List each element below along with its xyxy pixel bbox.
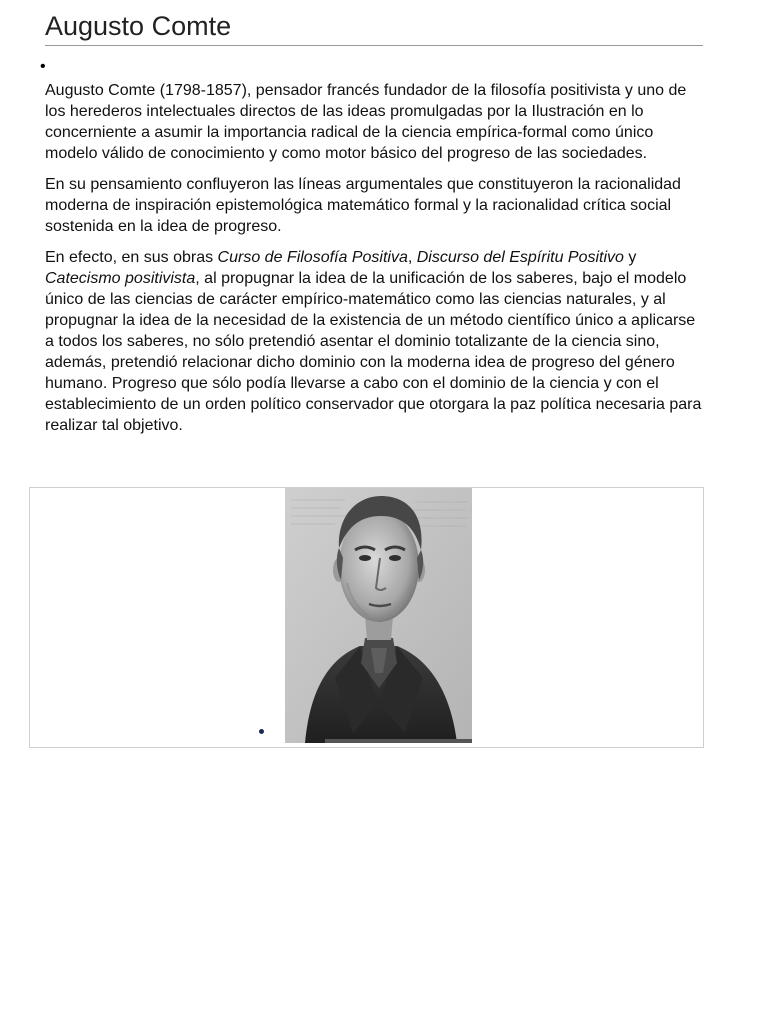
paragraph-works (45, 247, 705, 436)
portrait-image (285, 488, 472, 743)
page-title: Augusto Comte (45, 9, 703, 46)
paragraph-intro: Augusto Comte (1798-1857), pensador francés fundador de la filosofía positivista y uno de los herederos intelectuales directos de las ideas promulgadas por la Ilustración en lo concerniente a asumir la importancia radical de la ciencia empírica-formal como único modelo válido de conocimiento y como motor básico del progreso de las sociedades. (45, 82, 687, 162)
works-separator: , (407, 249, 417, 266)
works-separator: y (623, 249, 637, 266)
works-intro-text: En efecto, en sus obras (45, 249, 218, 266)
work-title-discurso: Discurso del Espíritu Positivo (416, 249, 624, 266)
work-title-curso: Curso de Filosofía Positiva (217, 249, 408, 266)
work-title-catecismo: Catecismo positivista (45, 270, 196, 287)
image-figure (29, 487, 704, 748)
works-body-text: , al propugnar la idea de la unificación de los saberes, bajo el modelo único de las ciencias de carácter empírico-matemático como las ciencias naturales, y al propugnar la idea de la necesidad de la existencia de un método científico único a aplicarse a todos los saberes, no sólo pretendió asentar el dominio totalizante de la ciencia sino, además, pretendió relacionar dicho dominio con la moderna idea de progreso del género humano. Progreso que sólo podía llevarse a cabo con el dominio de la ciencia y con el establecimiento de un orden político conservador que otorgara la paz política necesaria para realizar tal objetivo. (45, 270, 702, 434)
article-body (45, 80, 705, 446)
figure-bullet (259, 729, 264, 734)
list-bullet: • (40, 58, 46, 75)
paragraph-thought: En su pensamiento confluyeron las líneas argumentales que constituyeron la racionalidad moderna de inspiración epistemológica matemático formal y la racionalidad crítica social sostenida en la idea de progreso. (45, 176, 681, 235)
